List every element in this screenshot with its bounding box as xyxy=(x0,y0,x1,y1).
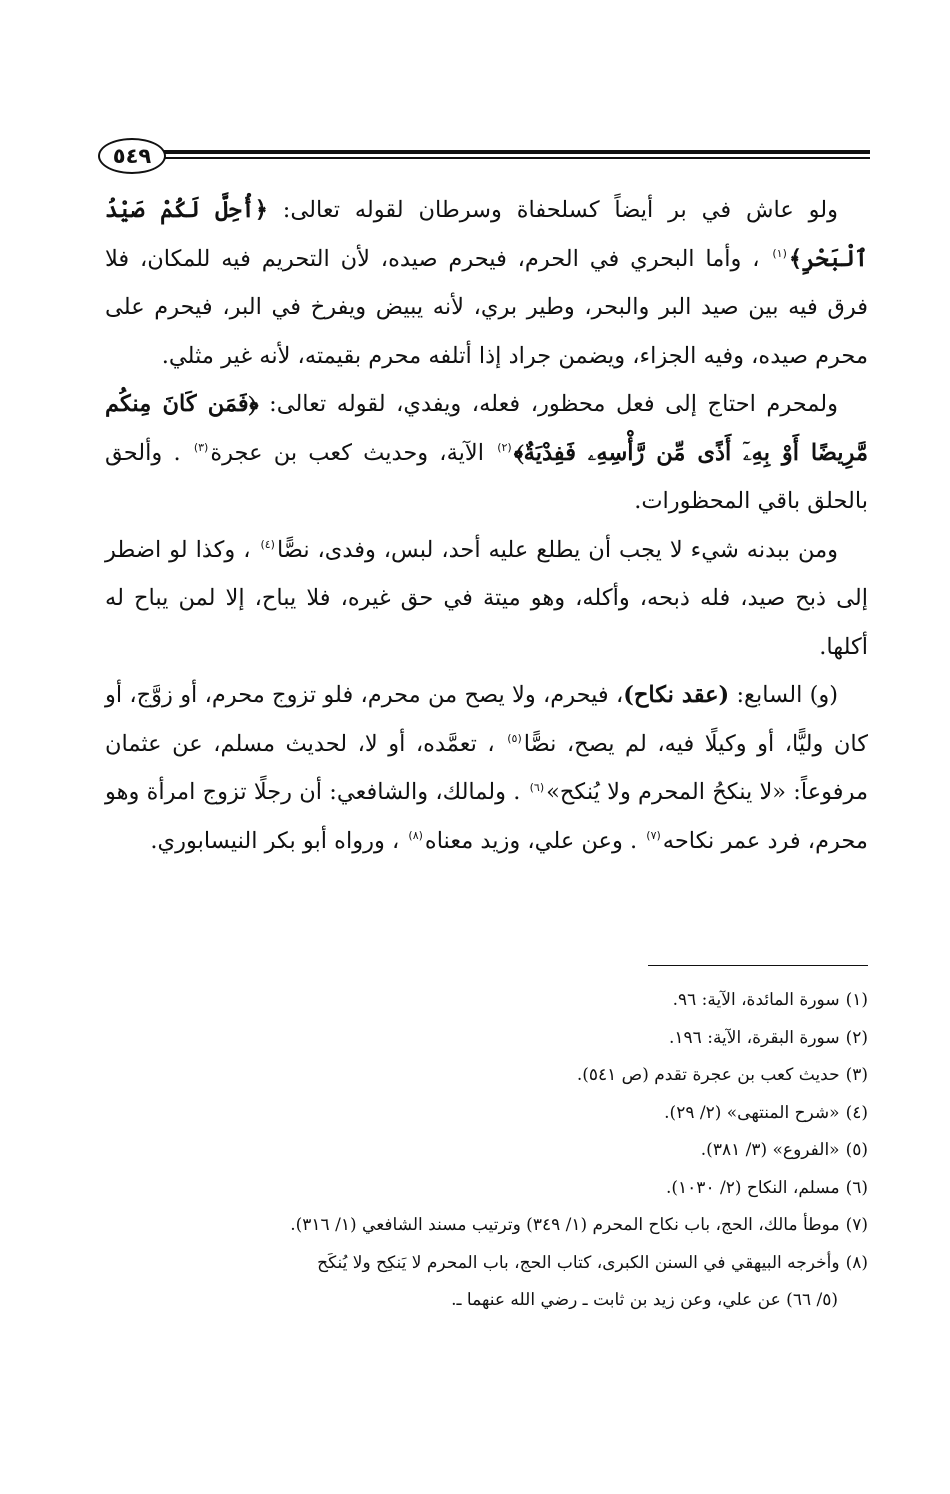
footnote-5 xyxy=(105,1132,868,1170)
footnote-reference: (٨) xyxy=(408,829,423,842)
footnote-8 xyxy=(105,1245,868,1283)
footnote-reference: (٦) xyxy=(529,780,545,794)
footnote-3 xyxy=(105,1057,868,1095)
footnote-reference: (١) xyxy=(772,247,787,260)
footnote-text: «الفروع» (٣/ ٣٨١). xyxy=(700,1140,840,1160)
footnote-reference: (٢) xyxy=(497,441,512,454)
paragraph-1 xyxy=(105,186,868,380)
footnote-number: (٧) xyxy=(845,1215,868,1235)
footnote-text: «شرح المنتهى» (٢/ ٢٩). xyxy=(664,1102,840,1123)
footnote-number: (٥) xyxy=(845,1140,868,1160)
main-text xyxy=(105,186,868,865)
body-text: ولمحرم احتاج إلى فعل محظور، فعله، ويفدي، لقوله تعالى: xyxy=(258,391,838,417)
footnote-separator xyxy=(648,965,868,966)
footnote-number: (٢) xyxy=(845,1027,868,1048)
footnote-text: سورة المائدة، الآية: ٩٦. xyxy=(672,990,840,1010)
matn-text: (عقد نكاح) xyxy=(623,682,730,708)
footnote-6 xyxy=(105,1170,868,1208)
paragraph-4 xyxy=(105,671,868,865)
page-header xyxy=(98,138,870,180)
footnote-2 xyxy=(105,1020,868,1058)
footnote-reference: (٣) xyxy=(193,441,209,454)
header-rule xyxy=(164,150,870,162)
paragraph-3 xyxy=(105,526,868,672)
footnote-text: موطأ مالك، الحج، باب نكاح المحرم (١/ ٣٤٩) وترتيب مسند الشافعي (١/ ٣١٦). xyxy=(290,1215,840,1235)
footnote-1 xyxy=(105,982,868,1020)
body-text: . وألحق بالحلق باقي المحظورات. xyxy=(105,439,868,514)
header-rule-thick xyxy=(164,150,870,154)
body-text: الآية، وحديث كعب بن عجرة xyxy=(210,439,496,466)
footnote-number: (٨) xyxy=(845,1252,868,1273)
body-text: ، وكذا لو اضطر إلى ذبح صيد، فله ذبحه، وأكله، وهو ميتة في حق غيره، فلا يباح، إلا لمن يباح له أكلها. xyxy=(105,536,868,660)
footnote-8-continuation: (٥/ ٦٦) عن علي، وعن زيد بن ثابت ـ رضي الله عنهما ـ. xyxy=(451,1290,838,1310)
quran-verse: ﴿فَمَن كَانَ مِنكُم مَّرِيضًا أَوْ بِهِۦٓ أَذًى مِّن رَّأْسِهِۦ فَفِدْيَةٌ﴾ xyxy=(105,391,868,466)
footnote-number: (٣) xyxy=(845,1065,868,1085)
footnote-text: سورة البقرة، الآية: ١٩٦. xyxy=(669,1027,840,1048)
body-text: ولو عاش في بر أيضاً كسلحفاة وسرطان لقوله تعالى: xyxy=(267,197,838,223)
footnote-number: (٤) xyxy=(845,1102,868,1123)
header-rule-thin xyxy=(164,157,870,159)
footnote-number: (٦) xyxy=(845,1177,868,1198)
body-text: ، تعمَّده، أو لا، لحديث مسلم، عن عثمان مرفوعاً: «لا ينكحُ المحرم ولا يُنكح» xyxy=(105,730,869,805)
footnote-text: وأخرجه البيهقي في السنن الكبرى، كتاب الحج، باب المحرم لا يَنكِح ولا يُنكَح xyxy=(317,1252,840,1273)
footnote-text: مسلم، النكاح (٢/ ١٠٣٠). xyxy=(666,1177,840,1198)
footnote-reference: (٧) xyxy=(646,829,661,842)
footnote-7 xyxy=(105,1207,868,1245)
page-number: ٥٤٩ xyxy=(98,138,166,174)
footnotes xyxy=(105,982,868,1320)
paragraph-2 xyxy=(105,380,868,526)
footnote-4 xyxy=(105,1095,868,1133)
body-text: ومن ببدنه شيء لا يجب أن يطلع عليه أحد، لبس، وفدى، نصًّا xyxy=(276,536,838,563)
body-text: ، وأما البحري في الحرم، فيحرم صيده، لأن التحريم فيه للمكان، فلا فرق فيه بين صيد البر والبحر، وطير بري، لأنه يبيض ويفرخ في البر، فيحرم على محرم صيده، وفيه الجزاء، ويضمن جراد إذا أتلفه محرم بقيمته، لأنه غير مثلي. xyxy=(105,245,868,369)
body-text: ، ورواه أبو بكر النيسابوري. xyxy=(150,827,407,854)
footnote-text: حديث كعب بن عجرة تقدم (ص ٥٤١). xyxy=(576,1065,840,1085)
body-text: ، فيحرم، ولا يصح من محرم، فلو تزوج محرم، أو زوَّج، أو كان وليًّا، أو وكيلًا فيه، لم يصح، نصًّا xyxy=(105,682,868,757)
quran-verse: ﴿أُحِلَّ لَكُمْ صَيْدُ ٱلْبَحْرِ﴾ xyxy=(105,197,868,272)
footnote-reference: (٤) xyxy=(260,538,275,551)
body-text: . وعن علي، وزيد معناه xyxy=(424,827,645,854)
body-text: . ولمالك، والشافعي: أن رجلًا تزوج امرأة وهو محرم، فرد عمر نكاحه xyxy=(105,779,868,854)
body-text: (و) السابع: xyxy=(729,682,839,708)
footnote-number: (١) xyxy=(845,990,868,1010)
footnote-reference: (٥) xyxy=(507,732,522,745)
